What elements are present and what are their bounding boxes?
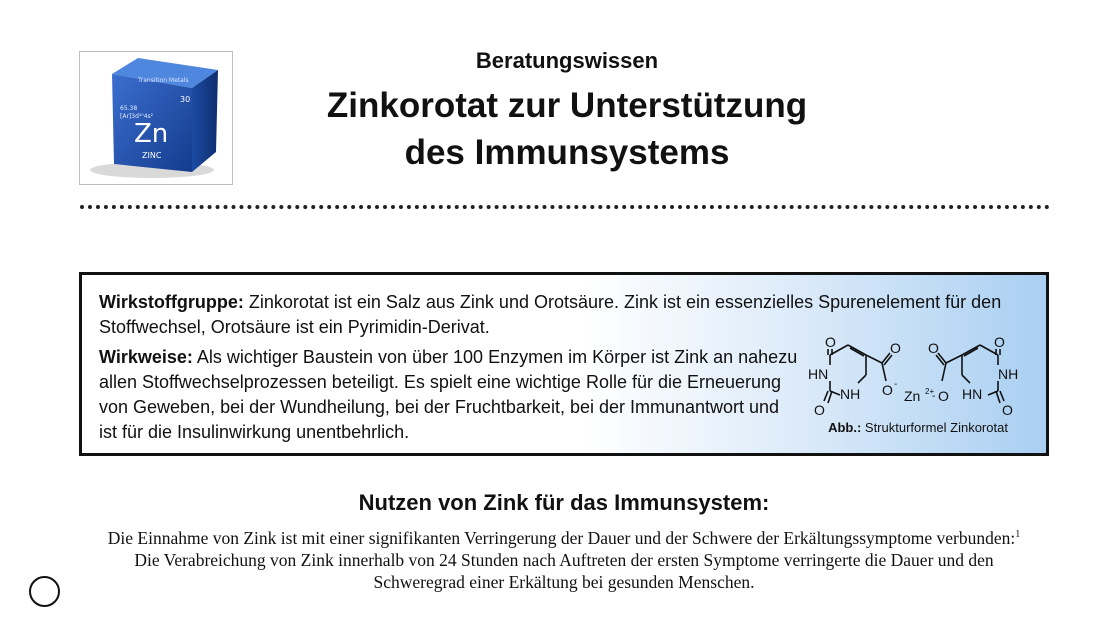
formula-caption [806, 420, 1030, 435]
formula-o-2: O [814, 402, 825, 418]
formula-zn-charge: 2+ [925, 387, 935, 396]
formula-o-1: O [825, 334, 836, 350]
formula-o-minus-right: O [938, 388, 949, 404]
formula-minus-left: - [894, 379, 898, 390]
zinc-cube-icon [80, 52, 232, 184]
formula-nh-right: NH [998, 366, 1019, 382]
info-box [79, 272, 1049, 456]
formula-hn-left: HN [808, 366, 829, 382]
formula-zn: Zn [904, 388, 921, 404]
formula-o-4: O [928, 340, 939, 356]
wirkweise-text: Als wichtiger Baustein von über 100 Enzymen im Körper ist Zink an nahezu allen Stoffwechselprozessen beteiligt. Es spielt eine wichtige Rolle für die Erneuerung von Geweben, bei der Wundheilung, bei der Fruchtbarkeit, bei der Immunantwort und ist für die Insulinwirkung unentbehrlich. [99, 347, 798, 442]
formula-o-3: O [890, 340, 901, 356]
wirkstoffgruppe-label: Wirkstoffgruppe: [99, 292, 244, 312]
wirkweise-label: Wirkweise: [99, 347, 193, 367]
section-heading: Nutzen von Zink für das Immunsystem: [358, 490, 770, 515]
section-text-a: Die Einnahme von Zink ist mit einer signifikanten Verringerung der Dauer und der Schwere der Erkältungssymptome verbunden: [107, 527, 1016, 548]
section-text-b: Die Verabreichung von Zink innerhalb von 24 Stunden nach Auftreten der ersten Symptome verringerte die Dauer und den Schweregrad einer Erkältung bei gesunden Menschen. [134, 549, 994, 592]
cube-mass: 65.38 [120, 105, 138, 112]
cube-config: [Ar]3d¹⁰4s² [120, 113, 154, 120]
cube-symbol: Zn [134, 119, 169, 149]
formula-nh-left: NH [840, 386, 861, 402]
circle-button[interactable] [29, 576, 60, 607]
page-title [250, 82, 884, 176]
section-body-text [95, 524, 1033, 593]
info-paragraph-wirkweise [99, 345, 799, 445]
structural-formula-zinc-orotate [798, 333, 1030, 419]
dotted-divider [80, 205, 1050, 209]
footnote-marker[interactable]: 1 [1015, 529, 1021, 540]
formula-o-5: O [994, 334, 1005, 350]
title-line-2: des Immunsystems [404, 133, 730, 172]
formula-o-6: O [1002, 402, 1013, 418]
cube-category: Transition Metals [138, 77, 189, 84]
formula-minus-right: - [932, 391, 936, 402]
title-line-1: Zinkorotat zur Unterstützung [326, 86, 808, 125]
wirkstoffgruppe-text: Zinkorotat ist ein Salz aus Zink und Orotsäure. Zink ist ein essenzielles Spurenelement für den Stoffwechsel, Orotsäure ist ein Pyrimidin-Derivat. [99, 292, 1002, 337]
formula-hn-right: HN [962, 386, 983, 402]
cube-element-name: ZINC [142, 151, 162, 160]
formula-o-minus-left: O [882, 382, 893, 398]
caption-text: Strukturformel Zinkorotat [861, 420, 1008, 435]
caption-label: Abb.: [828, 420, 862, 435]
cube-atomic-number: 30 [180, 95, 191, 104]
overline: Beratungswissen [475, 48, 659, 73]
zinc-cube-image [79, 51, 233, 185]
